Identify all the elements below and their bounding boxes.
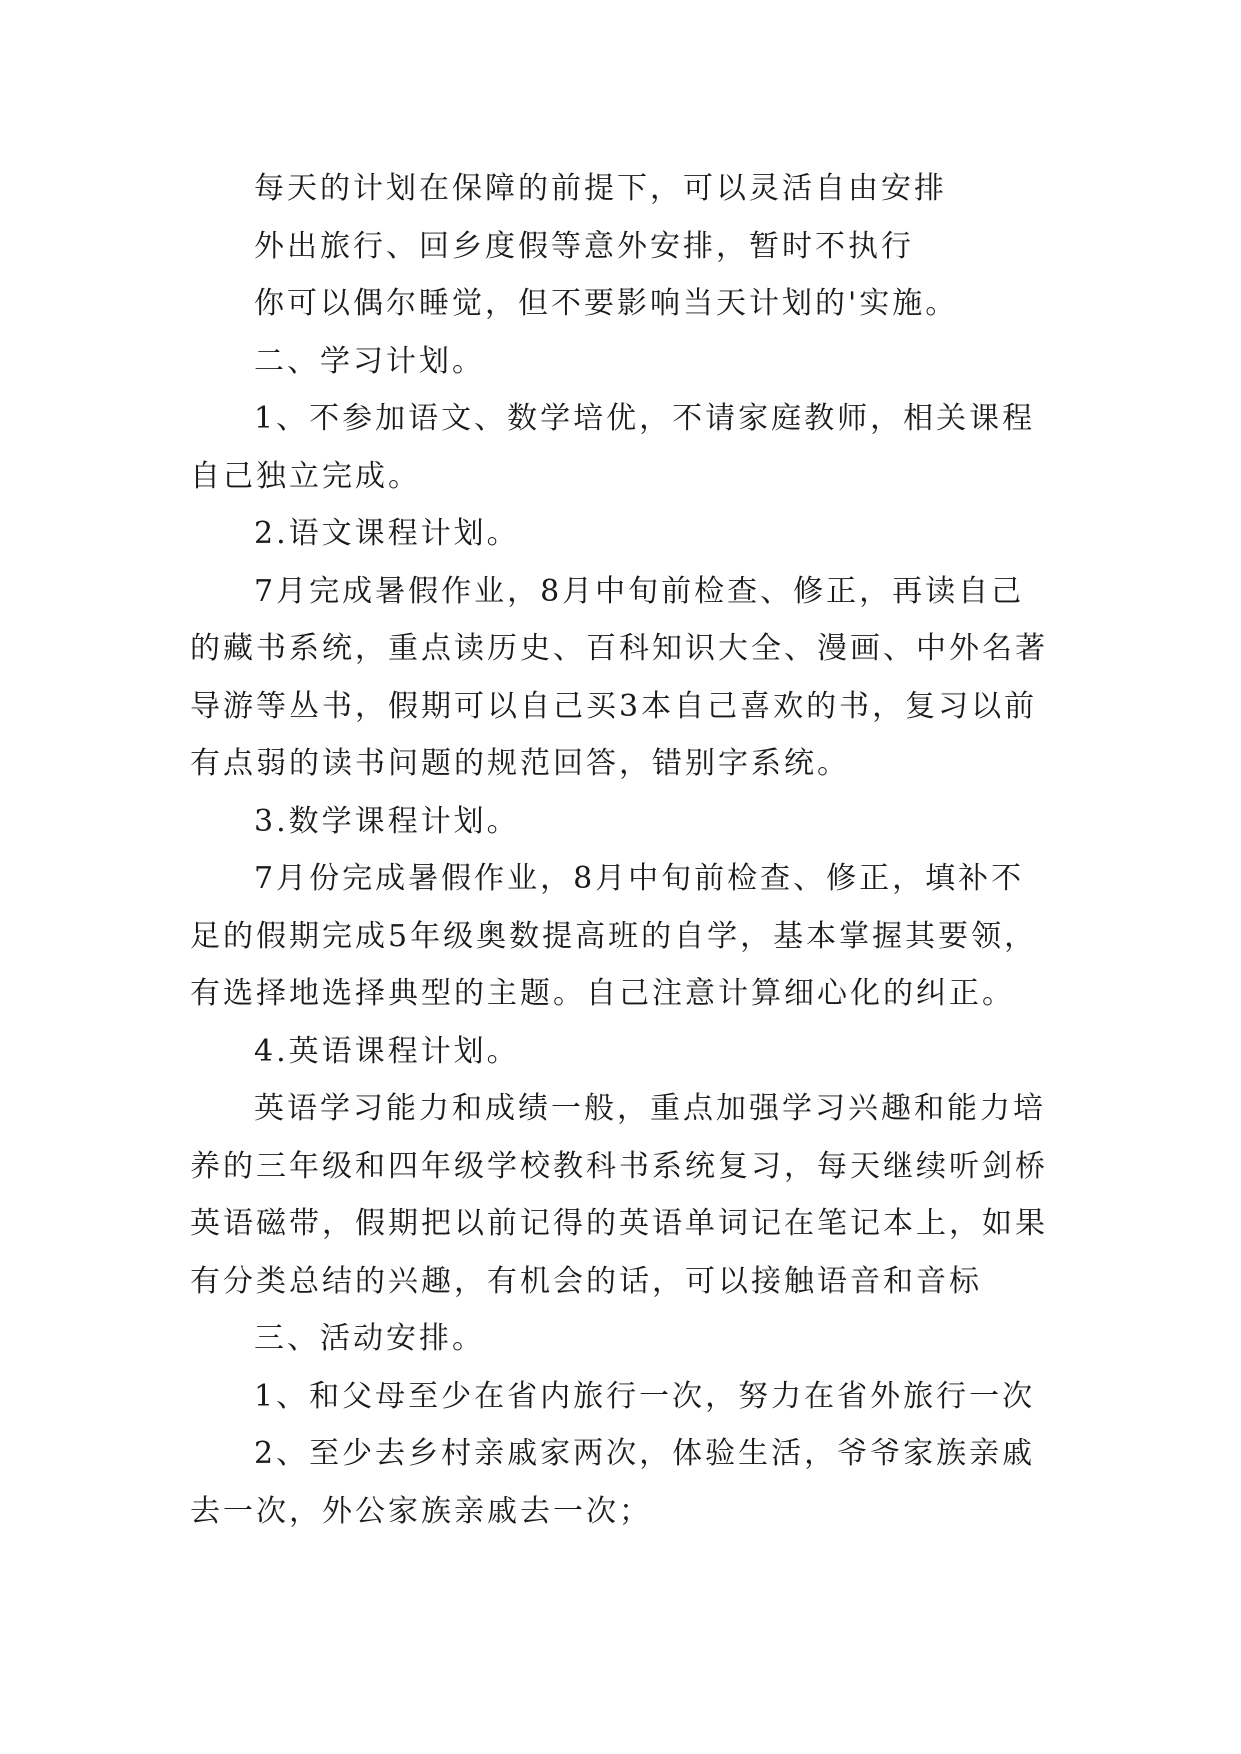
text-line: 的藏书系统，重点读历史、百科知识大全、漫画、中外名著 (190, 631, 1048, 666)
text-line: 养的三年级和四年级学校教科书系统复习，每天继续听剑桥 (190, 1148, 1048, 1184)
subsection-heading (190, 793, 1070, 851)
section-heading (190, 1310, 1070, 1368)
paragraph (190, 1425, 1070, 1540)
subsection-heading (190, 1023, 1070, 1081)
paragraph (190, 1080, 1070, 1310)
text-line: 1、不参加语文、数学培优，不请家庭教师，相关课程 (254, 401, 1036, 436)
text-line: 1、和父母至少在省内旅行一次，努力在省外旅行一次 (254, 1378, 1036, 1414)
text-line: 英语学习能力和成绩一般，重点加强学习兴趣和能力培 (254, 1091, 1046, 1126)
text-line: 你可以偶尔睡觉，但不要影响当天计划的'实施。 (254, 286, 959, 321)
text-line: 三、活动安排。 (254, 1321, 485, 1356)
paragraph (190, 275, 1070, 333)
text-line: 7月份完成暑假作业，8月中旬前检查、修正，填补不 (254, 861, 1025, 896)
text-line: 3.数学课程计划。 (254, 803, 520, 839)
paragraph (190, 390, 1070, 505)
subsection-heading (190, 505, 1070, 563)
text-line: 外出旅行、回乡度假等意外安排，暂时不执行 (254, 228, 914, 264)
text-line: 二、学习计划。 (254, 343, 485, 379)
text-line: 7月完成暑假作业，8月中旬前检查、修正，再读自己 (254, 573, 1025, 609)
text-line: 自己独立完成。 (190, 458, 421, 494)
document-body (190, 160, 1070, 1540)
paragraph (190, 1368, 1070, 1426)
text-line: 有点弱的读书问题的规范回答，错别字系统。 (190, 746, 850, 781)
text-line: 2.语文课程计划。 (254, 516, 520, 551)
text-line: 2、至少去乡村亲戚家两次，体验生活，爷爷家族亲戚 (254, 1436, 1036, 1471)
text-line: 足的假期完成5年级奥数提高班的自学，基本掌握其要领， (190, 918, 1038, 954)
text-line: 4.英语课程计划。 (254, 1033, 520, 1069)
text-line: 每天的计划在保障的前提下，可以灵活自由安排 (254, 171, 947, 206)
text-line: 有分类总结的兴趣，有机会的话，可以接触语音和音标 (190, 1263, 982, 1299)
paragraph (190, 850, 1070, 1023)
section-heading (190, 333, 1070, 391)
text-line: 导游等丛书，假期可以自己买3本自己喜欢的书，复习以前 (190, 688, 1038, 724)
text-line: 去一次，外公家族亲戚去一次； (190, 1493, 652, 1529)
paragraph (190, 160, 1070, 218)
text-line: 英语磁带，假期把以前记得的英语单词记在笔记本上，如果 (190, 1206, 1048, 1241)
text-line: 有选择地选择典型的主题。自己注意计算细心化的纠正。 (190, 976, 1015, 1011)
paragraph (190, 563, 1070, 793)
paragraph (190, 218, 1070, 276)
